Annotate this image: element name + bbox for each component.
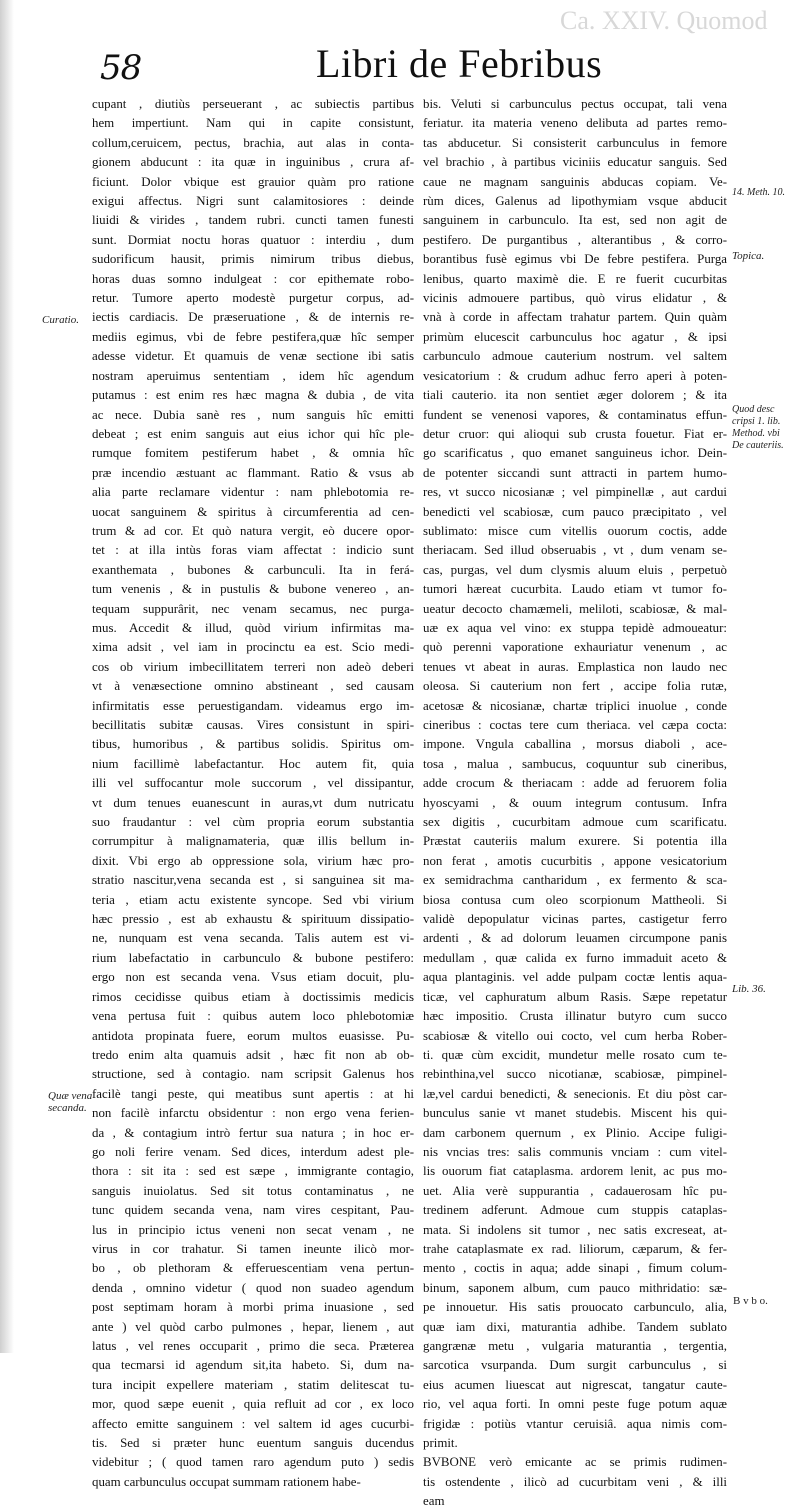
text-line: scabiosæ & vitello oui cocto, vel cum herba Rober- [423, 1028, 727, 1043]
text-line: validè depopulatur vicinas partes, castigetur ferro [423, 912, 727, 927]
running-title: Libri de Febribus [316, 41, 603, 86]
text-line: uet. Alia verè suppurantia , cadauerosam hîc pu- [423, 1183, 727, 1198]
text-line: mata. Si indolens sit tumor , nec satis excreseat, at- [423, 1222, 727, 1237]
text-line: lenibus, quarto maximè die. E re fuerit cucurbitas [423, 271, 727, 286]
text-line: ticæ, vel caphuratum album Rasis. Sæpe repetatur [423, 989, 727, 1004]
text-line: acetosæ & nicosianæ, chartæ triplici inuolue , conde [423, 698, 727, 713]
text-line: ergo non est secanda vena. Vsus etiam docuit, plu- [92, 970, 414, 985]
text-line: hem impertiunt. Nam qui in capite consistunt, [92, 116, 414, 131]
text-line: rio, vel aqua forti. In omni peste fuge potum aquæ [423, 1397, 727, 1412]
text-line: feriatur. ita materia veneno delibuta ad partes remo- [423, 116, 727, 131]
text-line: quæ iam dixi, maturantia adhibe. Tandem sublato [423, 1319, 727, 1334]
text-line: xima adsit , vel iam in procinctu ea est. Scio medi- [92, 640, 414, 655]
text-line: primit. [423, 1436, 458, 1451]
text-line: latus , vel renes occuparit , primo die seca. Præterea [92, 1339, 414, 1353]
text-line: tenues vt abeat in auras. Emplastica non laudo nec [423, 659, 727, 674]
text-line: rium labefactatio in carbunculo & bubone pestifero: [92, 950, 414, 965]
text-line: virus in cor trahatur. Si tamen ineunte ilicò mor- [92, 1241, 414, 1256]
text-line: binum, saponem album, cum pauco mithridatio: sæ- [423, 1280, 727, 1295]
text-line: BVBONE verò emicante ac se primis rudimen- [423, 1455, 727, 1470]
margin-note-quod-line-2: cripsi 1. lib. [732, 416, 781, 427]
text-line: sublimato: misce cum vitellis ouorum coctis, adde [423, 523, 727, 538]
margin-note-quae-vena-line-2: secanda. [48, 1102, 87, 1114]
text-line: tequam suppurârit, nec venam secamus, nec purga- [92, 601, 414, 616]
text-line: uocat sanguinem & spiritus à circumferentia ad cen- [92, 504, 414, 519]
text-line: gangrænæ metu , vulgaria maturantia , tergentia, [423, 1339, 727, 1353]
text-line: alia parte reclamare videntur : nam phlebotomia re- [92, 485, 414, 500]
text-line: non facilè infarctu obsidentur : non ergo vena ferien- [92, 1106, 414, 1121]
text-line: carbunculo admoue cauterium nostrum. vel saltem [423, 349, 727, 364]
text-line: sudorificum hausit, primis nimirum tribus diebus, [92, 252, 414, 267]
text-line: ardenti , & ad dolorum leuamen circumpone panis [423, 931, 727, 946]
text-line: qua tecmarsi id agendum sit,ita habeto. Si, dum na- [92, 1358, 414, 1373]
text-line: nostram aperuimus sententiam , idem hîc agendum [92, 368, 414, 383]
text-line: post septimam horam à morbi prima inuasione , sed [92, 1300, 414, 1315]
text-line: cas, purgas, vel dum clysmis aluum eluis , perpetuò [423, 562, 727, 577]
text-line: pestifero. De purgantibus , alterantibus , & corro- [423, 232, 727, 247]
text-line: vesicatorium : & crudum adhuc ferro aperi à poten- [423, 368, 727, 383]
margin-note-quae-vena [48, 1090, 92, 1114]
text-line: adesse videtur. Et quamuis de venæ sectione ibi satis [92, 349, 414, 364]
text-line: mediis egimus, vbi de febre pestifera,quæ hîc semper [92, 329, 414, 344]
text-line: gionem abducunt : ita quæ in inguinibus , crura af- [92, 155, 414, 170]
text-line: collum,ceruicem, pectus, brachia, aut alas in conta- [92, 135, 414, 150]
text-line: structione, sed à contagio. nam scripsit Galenus hos [92, 1067, 414, 1082]
text-line: cineribus : coctas tere cum theriaca. vel cæpa cocta: [423, 718, 727, 732]
text-line: corrumpitur à malignamateria, quæ illis bellum in- [92, 834, 414, 849]
text-line: vt dum tenues euanescunt in auras,vt dum nutricatu [92, 795, 414, 810]
text-line: trahe cataplasmate ex rad. liliorum, cæparum, & fer- [423, 1241, 727, 1256]
text-line: tis. Sed si præter hunc euentum sanguis ducendus [92, 1436, 414, 1451]
text-line: uæ ex aqua vel vino: ex stuppa tepidè admoueatur: [423, 620, 727, 635]
text-line: non ferat , amotis cucurbitis , appone vesicatorium [423, 853, 727, 868]
page-number: 58 [100, 48, 142, 88]
left-text-column [92, 95, 414, 1492]
text-line: rumque fomitem pestiferum habet , & omnia hîc [92, 446, 414, 461]
text-line: dam carbonem quernum , ex Plinio. Accipe fuligi- [423, 1125, 727, 1140]
text-line: exanthemata , bubones & carbunculi. Ita in ferá- [92, 562, 414, 577]
text-line: tum venenis , & in pustulis & bubone venereo , an- [92, 582, 414, 597]
text-line: impone. Vngula caballina , morsus diaboli , ace- [423, 737, 727, 752]
bleed-through-heading: Ca. XXIV. Quomod [560, 6, 768, 35]
text-line: trum & ad cor. Et quò natura vergit, eò ducere opor- [92, 523, 414, 538]
text-line: tosa , malua , sambucus, coquuntur sub cineribus, [423, 756, 727, 771]
text-line: sarcotica vsurpanda. Dum surgit carbunculus , si [423, 1358, 727, 1373]
text-line: tibus, humoribus , & partibus solidis. Spiritus om- [92, 737, 414, 752]
text-line: hæc impositio. Crusta illinatur butyro cum succo [423, 1009, 727, 1024]
text-line: mento , coctis in aqua; adde sinapi , fimum colum- [423, 1261, 727, 1276]
text-line: go noli ferire venam. Sed dices, interdum adest ple- [92, 1144, 414, 1159]
text-line: primùm elucescit carbunculus hoc agatur , & ipsi [423, 329, 727, 344]
text-line: tis ostendente , ilicò ad cucurbitam veni , & illi [423, 1474, 727, 1489]
text-line: sanguinem in carbunculo. Ita est, sed non agit de [423, 213, 727, 228]
text-line: tura incipit expellere materiam , statim delitescat tu- [92, 1377, 414, 1392]
text-line: ex semidrachma cantharidum , ex fermento & sca- [423, 873, 727, 888]
text-line: dixit. Vbi ergo ab oppressione sola, virium hæc pro- [92, 853, 414, 868]
text-line: vt à venæsectione omnino abstineant , sed causam [92, 679, 414, 694]
text-line: nis vncias tres: salis communis vnciam : cum vitel- [423, 1144, 727, 1159]
text-line: lis ouorum fiat cataplasma. ardorem lenit, ac pus mo- [423, 1164, 727, 1179]
text-line: illi vel suffocantur mole succorum , vel dissipantur, [92, 776, 414, 791]
text-line: bunculus sanie vt manet studebis. Miscent his qui- [423, 1106, 727, 1121]
text-line: thora : sit ita : sed est sæpe , immigrante contagio, [92, 1164, 414, 1179]
text-line: vena pertusa fuit : quibus autem loco phlebotomiæ [92, 1009, 414, 1024]
text-line: bo , ob plethoram & efferuescentiam vena pertun- [92, 1261, 414, 1276]
text-line: stratio nascitur,vena secanda est , si sanguinea sit ma- [92, 873, 414, 888]
text-line: tiali cauterio. ita non sentiet æger dolorem ; & ita [423, 388, 727, 403]
text-line: lus in principio ictus veneni non secat venam , ne [92, 1222, 414, 1237]
text-line: pe innouetur. His satis prouocato carbunculo, alia, [423, 1300, 727, 1315]
text-line: hæc pressio , est ab exhaustu & spirituum dissipatio- [92, 912, 414, 927]
text-line: eius acumen liuescat aut nigrescat, tangatur caute- [423, 1377, 727, 1392]
text-line: theriacam. Sed illud obseruabis , vt , dum venam se- [423, 543, 727, 558]
text-line: infirmitatis esse peruestigandam. videamus ergo im- [92, 698, 414, 713]
text-line: exigui affectus. Nigri sunt calamitosiores : deinde [92, 194, 414, 209]
text-line: bis. Veluti si carbunculus pectus occupat, tali vena [423, 97, 727, 111]
text-line: facilè tangi peste, qui meatibus sunt apertis : at hi [92, 1086, 414, 1101]
margin-note-lib36: Lib. 36. [732, 983, 766, 995]
text-line: tredo enim alta quamuis adsit , hæc fit non ab ob- [92, 1047, 414, 1062]
text-line: becillitatis subitæ causas. Vires consistunt in spiri- [92, 718, 414, 732]
margin-note-topica: Topica. [732, 250, 765, 262]
text-line: oleosa. Si cauterium non fert , accipe folia rutæ, [423, 679, 727, 694]
text-line: ne, nunquam est vena secanda. Talis autem est vi- [92, 931, 414, 946]
text-line: go scarificatus , quo emanet sanguineus ichor. Dein- [423, 446, 727, 461]
text-line: hyoscyami , & ouum integrum contusum. Infra [423, 795, 727, 810]
text-line: Præstat cauteriis malum exurere. Si potentia illa [423, 834, 727, 849]
text-line: sunt. Dormiat noctu horas quatuor : interdiu , dum [92, 232, 414, 247]
text-line: cos ob virium imbecillitatem terreri non adeò deberi [92, 659, 414, 674]
text-line: eam [423, 1494, 445, 1509]
text-line: rebinthina,vel succo nicotianæ, scabiosæ, pimpinel- [423, 1067, 727, 1082]
text-line: cupant , diutiùs perseuerant , ac subiectis partibus [92, 97, 414, 111]
text-line: mus. Accedit & illud, quòd virium infirmitas ma- [92, 620, 414, 635]
text-line: retur. Tumore aperto modestè purgetur corpus, ad- [92, 291, 414, 306]
text-line: rimos cecidisse quibus etiam à doctissimis medicis [92, 989, 414, 1004]
margin-note-curatio: Curatio. [42, 314, 79, 326]
text-line: vicinis admouere partibus, quò virus elidatur , & [423, 291, 727, 306]
text-line: ficiunt. Dolor vbique est grauior quàm pro ratione [92, 174, 414, 189]
text-line: tredinem adferunt. Admoue cum stuppis cataplas- [423, 1203, 727, 1218]
text-line: ac nece. Dubia sanè res , num sanguis hîc emitti [92, 407, 414, 422]
margin-note-quod-line-3: Method. vbi [732, 428, 780, 439]
text-line: læ,vel cardui benedicti, & senecionis. Et diu pòst car- [423, 1086, 727, 1101]
text-line: vnà à corde in affectam trahatur partem. Quin quàm [423, 310, 727, 325]
text-line: da , & contagium intrò fertur sua natura ; in hoc er- [92, 1125, 414, 1140]
margin-note-quod-descripsi [732, 404, 784, 452]
text-line: liuidi & virides , tandem rubri. cuncti tamen funesti [92, 213, 414, 228]
text-line: tet : at illa intùs foras viam affectat : indicio sunt [92, 543, 414, 558]
text-line: denda , omnino videtur ( quod non suadeo agendum [92, 1280, 414, 1295]
text-line: quò perenni vaporatione exhauriatur venenum , ac [423, 640, 727, 655]
text-line: tumori hæreat cucurbita. Laudo etiam vt tumor fo- [423, 582, 727, 597]
text-line: nium facillimè labefactantur. Hoc autem fit, quia [92, 756, 414, 771]
text-line: medullam , quæ calida ex furno immaduit aceto & [423, 950, 727, 965]
margin-note-quae-vena-line-1: Quæ vena [48, 1090, 93, 1102]
text-line: mor, quod sæpe euenit , quia refluit ad cor , ex loco [92, 1397, 414, 1412]
text-line: putamus : est enim res hæc magna & dubia , de vita [92, 388, 414, 403]
text-line: horas duas somno indulgeat : cor epithemate robo- [92, 271, 414, 286]
text-line: ueatur decocto chamæmeli, meliloti, scabiosæ, & mal- [423, 601, 727, 616]
text-line: suo fraudantur : vel cùm propria eorum substantia [92, 815, 414, 830]
text-line: detur cruor: qui alioqui sub crusta fouetur. Fiat er- [423, 426, 727, 441]
text-line: adde crocum & theriacam : adde ad feruorem folia [423, 776, 727, 791]
margin-note-bubo: B v b o. [733, 1295, 768, 1307]
text-line: de potenter siccandi sunt attracti in partem humo- [423, 465, 727, 480]
text-line: tunc quidem secanda vena, nam vires cespitant, Pau- [92, 1203, 414, 1218]
text-line: debeat ; est enim sanguis aut eius ichor qui hîc ple- [92, 426, 414, 441]
text-line: tas abducetur. Si consisterit carbunculus in femore [423, 135, 727, 150]
text-line: vel brachio , à partibus viciniis educatur sanguis. Sed [423, 155, 727, 170]
right-text-column [423, 95, 727, 1512]
text-line: borantibus fusè egimus vbi De febre pestifera. Purga [423, 252, 727, 267]
text-line: biosa contusa cum oleo scorpionum Mattheoli. Si [423, 892, 727, 907]
text-line: affecto emitte sanguinem : vel saltem id ages cucurbi- [92, 1416, 414, 1431]
text-line: antidota propinata fuere, eorum multos euasisse. Pu- [92, 1028, 414, 1043]
margin-note-quod-line-1: Quod desc [732, 404, 775, 415]
text-line: iectis cardiacis. De præseruatione , & de internis re- [92, 310, 414, 325]
margin-note-quod-line-4: De cauteriis. [732, 440, 784, 451]
text-line: quam carbunculus occupat summam rationem habe- [92, 1474, 361, 1489]
text-line: caue ne magnam sanguinis abducas copiam. Ve- [423, 174, 727, 189]
text-line: sanguis inuiolatus. Sed sit totus contaminatus , ne [92, 1183, 414, 1198]
text-line: benedicti vel scabiosæ, cum pauco præcipitato , vel [423, 504, 727, 519]
text-line: ti. quæ cùm excidit, mundetur melle rosato cum te- [423, 1047, 727, 1062]
text-line: teria , etiam actu existente syncope. Sed vbi virium [92, 892, 414, 907]
text-line: sex digitis , cucurbitam admoue cum scarificatu. [423, 815, 727, 830]
text-line: videbitur ; ( quod tamen raro agendum puto ) sedis [92, 1455, 414, 1470]
text-line: præ incendio æstuant ac flammant. Ratio & vsus ab [92, 465, 414, 480]
text-line: ante ) vel quòd carbo pulmones , hepar, lienem , aut [92, 1319, 414, 1334]
page-gutter-shadow [0, 0, 14, 1353]
text-line: res, vt succo nicosianæ ; vel pimpinellæ , aut cardui [423, 485, 727, 500]
text-line: frigidæ : potiùs vtantur ceruisiâ. aqua nimis com- [423, 1416, 727, 1431]
text-line: rùm dices, Galenus ad lipothymiam vsque abducit [423, 194, 727, 209]
margin-note-meth: 14. Meth. 10. [732, 187, 786, 198]
text-line: aqua plantaginis. vel adde pulpam coctæ lentis aqua- [423, 970, 727, 985]
text-line: fundent se venenosi vapores, & contaminatus effun- [423, 407, 727, 422]
